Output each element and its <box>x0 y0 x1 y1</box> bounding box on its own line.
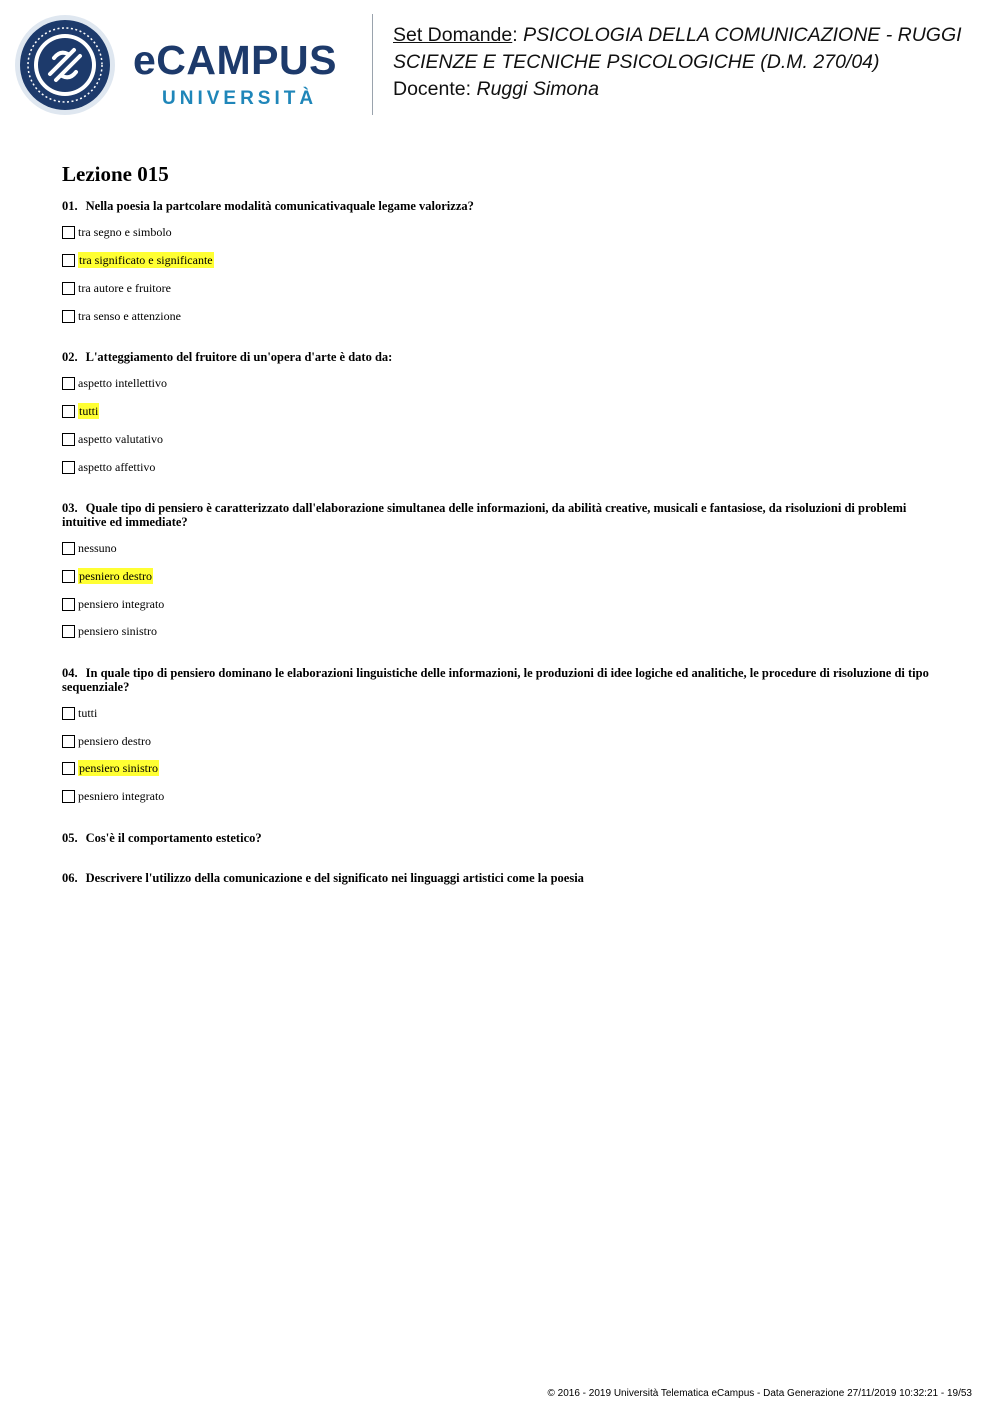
option-label-highlighted: pensiero sinistro <box>79 761 158 775</box>
question-text: In quale tipo di pensiero dominano le elaborazioni linguistiche delle informazioni, le produzioni di idee logiche ed analitiche, le procedure di risoluzione di tipo sequenziale? <box>62 666 929 694</box>
option[interactable] <box>62 431 163 447</box>
option-label: tra segno e simbolo <box>78 225 172 239</box>
university-seal-icon <box>14 14 116 116</box>
option[interactable] <box>62 596 164 612</box>
teacher-name: Ruggi Simona <box>476 78 599 100</box>
set-label: Set Domande <box>393 24 513 46</box>
option[interactable] <box>62 252 214 268</box>
question-number: 03. <box>62 501 78 515</box>
checkbox[interactable] <box>62 790 75 803</box>
option[interactable] <box>62 540 117 556</box>
option[interactable] <box>62 760 159 776</box>
question-number: 04. <box>62 666 78 680</box>
option-label: tra autore e fruitore <box>78 281 171 295</box>
question-text: Descrivere l'utilizzo della comunicazione e del significato nei linguaggi artistici come la poesia <box>85 871 584 885</box>
question-03 <box>62 501 938 529</box>
course-name: SCIENZE E TECNICHE PSICOLOGICHE (D.M. 270/04) <box>393 51 880 73</box>
question-number: 06. <box>62 871 78 885</box>
option[interactable] <box>62 623 157 639</box>
question-text: Nella poesia la partcolare modalità comunicativaquale legame valorizza? <box>85 199 474 213</box>
set-info <box>393 22 962 103</box>
option-label-highlighted: tutti <box>79 404 99 418</box>
option[interactable] <box>62 705 97 721</box>
option-label: pensiero destro <box>78 734 151 748</box>
option-label: tra senso e attenzione <box>78 309 181 323</box>
question-number: 02. <box>62 350 78 364</box>
option[interactable] <box>62 733 151 749</box>
logo-text: eCAMPUS <box>133 37 337 83</box>
question-text: L'atteggiamento del fruitore di un'opera d'arte è dato da: <box>85 350 393 364</box>
checkbox[interactable] <box>62 433 75 446</box>
checkbox[interactable] <box>62 310 75 323</box>
option-label: aspetto affettivo <box>78 460 156 474</box>
teacher-line: Docente: Ruggi Simona <box>393 78 599 100</box>
checkbox[interactable] <box>62 405 75 418</box>
option-label: pesniero integrato <box>78 789 165 803</box>
option-label: aspetto intellettivo <box>78 376 167 390</box>
checkbox[interactable] <box>62 542 75 555</box>
set-title: PSICOLOGIA DELLA COMUNICAZIONE - RUGGI <box>523 24 962 46</box>
option[interactable] <box>62 459 155 475</box>
option-label: pensiero integrato <box>78 597 165 611</box>
option-label: aspetto valutativo <box>78 432 163 446</box>
option[interactable] <box>62 375 167 391</box>
question-01 <box>62 199 938 213</box>
checkbox[interactable] <box>62 762 75 775</box>
checkbox[interactable] <box>62 282 75 295</box>
question-number: 01. <box>62 199 78 213</box>
header-divider <box>372 14 373 115</box>
checkbox[interactable] <box>62 570 75 583</box>
question-05 <box>62 831 938 845</box>
question-02 <box>62 350 938 364</box>
option[interactable] <box>62 224 172 240</box>
lesson-title: Lezione 015 <box>62 162 169 186</box>
page-footer: © 2016 - 2019 Università Telematica eCampus - Data Generazione 27/11/2019 10:32:21 - 19/53 <box>547 1388 972 1399</box>
checkbox[interactable] <box>62 461 75 474</box>
question-number: 05. <box>62 831 78 845</box>
checkbox[interactable] <box>62 625 75 638</box>
option-label: pensiero sinistro <box>78 624 157 638</box>
question-04 <box>62 666 938 694</box>
option[interactable] <box>62 788 164 804</box>
question-06 <box>62 871 938 885</box>
checkbox[interactable] <box>62 226 75 239</box>
checkbox[interactable] <box>62 735 75 748</box>
option[interactable] <box>62 308 181 324</box>
checkbox[interactable] <box>62 377 75 390</box>
option-label-highlighted: tra significato e significante <box>79 253 213 267</box>
option-label-highlighted: pesniero destro <box>79 569 152 583</box>
checkbox[interactable] <box>62 598 75 611</box>
option[interactable] <box>62 403 99 419</box>
checkbox[interactable] <box>62 707 75 720</box>
logo-subtext: UNIVERSITÀ <box>162 88 318 109</box>
option-label: nessuno <box>78 541 117 555</box>
option[interactable] <box>62 280 171 296</box>
question-text: Cos'è il comportamento estetico? <box>85 831 262 845</box>
option-label: tutti <box>78 706 98 720</box>
question-text: Quale tipo di pensiero è caratterizzato dall'elaborazione simultanea delle informazioni, da abilità creative, musicali e fantasiose, da risoluzioni di problemi intuitive ed immediate? <box>62 501 907 529</box>
page-header <box>0 0 1000 130</box>
teacher-label: Docente <box>393 78 466 100</box>
set-title-line: Set Domande: PSICOLOGIA DELLA COMUNICAZIONE - RUGGI <box>393 24 962 46</box>
option[interactable] <box>62 568 153 584</box>
checkbox[interactable] <box>62 254 75 267</box>
